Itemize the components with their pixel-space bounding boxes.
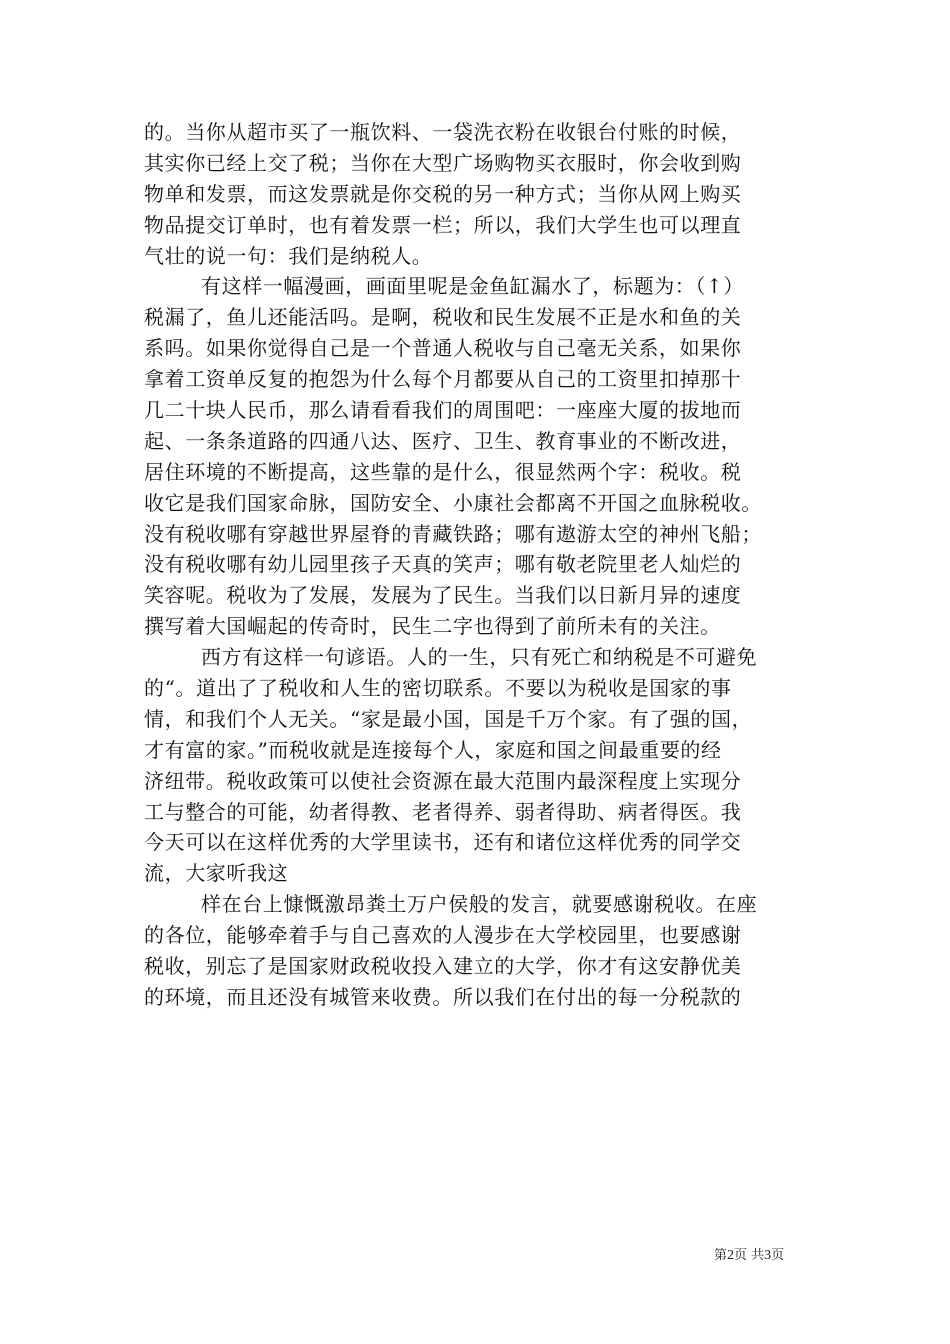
- text-line: 没有税收哪有幼儿园里孩子天真的笑声；哪有敬老院里老人灿烂的: [144, 552, 742, 577]
- text-line: 的“。道出了了税收和人生的密切联系。不要以为税收是国家的事: [144, 676, 732, 701]
- text-line: 物单和发票，而这发票就是你交税的另一种方式；当你从网上购买: [144, 181, 742, 206]
- page-footer: [714, 1247, 784, 1265]
- footer-prefix: 第: [714, 1248, 728, 1263]
- text-line: 税漏了，鱼儿还能活吗。是啊，税收和民生发展不正是水和鱼的关: [144, 305, 742, 330]
- text-line: 工与整合的可能，幼者得教、老者得养、弱者得助、病者得医。我: [144, 799, 742, 824]
- text-line: 西方有这样一句谚语。人的一生，只有死亡和纳税是不可避免: [201, 645, 758, 670]
- text-line: 起、一条条道路的四通八达、医疗、卫生、教育事业的不断改进，: [144, 428, 742, 453]
- footer-middle: 页 共: [734, 1248, 765, 1263]
- text-line: 的环境，而且还没有城管来收费。所以我们在付出的每一分税款的: [144, 984, 742, 1009]
- text-line: 物品提交订单时，也有着发票一栏；所以，我们大学生也可以理直: [144, 212, 742, 237]
- footer-suffix: 页: [771, 1248, 785, 1263]
- footer-current-page: 2: [727, 1248, 735, 1263]
- text-line: 笑容呢。税收为了发展，发展为了民生。当我们以日新月异的速度: [144, 583, 742, 608]
- document-body: [144, 117, 808, 1013]
- text-line: 流，大家听我这: [144, 861, 289, 886]
- text-line: 的。当你从超市买了一瓶饮料、一袋洗衣粉在收银台付账的时候，: [144, 120, 742, 144]
- text-line: 没有税收哪有穿越世界屋脊的青藏铁路；哪有遨游太空的神州飞船；: [144, 521, 762, 546]
- text-line: 气壮的说一句：我们是纳税人。: [144, 243, 433, 268]
- text-line: 拿着工资单反复的抱怨为什么每个月都要从自己的工资里扣掉那十: [144, 367, 742, 392]
- footer-total-pages: 3: [764, 1248, 772, 1263]
- text-line: 税收，别忘了是国家财政税收投入建立的大学，你才有这安静优美: [144, 954, 742, 979]
- text-line: 系吗。如果你觉得自己是一个普通人税收与自己毫无关系，如果你: [144, 336, 742, 361]
- text-line: 今天可以在这样优秀的大学里读书，还有和诸位这样优秀的同学交: [144, 830, 742, 855]
- text-line: 有这样一幅漫画，画面里呢是金鱼缸漏水了，标题为：（↑）: [201, 274, 744, 299]
- text-line: 收它是我们国家命脉，国防安全、小康社会都离不开国之血脉税收。: [144, 490, 762, 515]
- text-line: 几二十块人民币，那么请看看我们的周围吧：一座座大厦的拔地而: [144, 398, 742, 423]
- text-line: 居住环境的不断提高，这些靠的是什么，很显然两个字：税收。税: [144, 459, 742, 484]
- text-line: 才有富的家。”而税收就是连接每个人，家庭和国之间最重要的经: [144, 737, 722, 762]
- text-line: 样在台上慷慨激昂粪土万户侯般的发言，就要感谢税收。在座: [201, 892, 758, 917]
- text-line: 情，和我们个人无关。“家是最小国，国是千万个家。有了强的国，: [144, 706, 753, 731]
- text-line: 其实你已经上交了税；当你在大型广场购物买衣服时，你会收到购: [144, 150, 742, 175]
- text-line: 的各位，能够牵着手与自己喜欢的人漫步在大学校园里，也要感谢: [144, 923, 742, 948]
- text-line: 撰写着大国崛起的传奇时，民生二字也得到了前所未有的关注。: [144, 614, 721, 639]
- text-line: 济纽带。税收政策可以使社会资源在最大范围内最深程度上实现分: [144, 768, 742, 793]
